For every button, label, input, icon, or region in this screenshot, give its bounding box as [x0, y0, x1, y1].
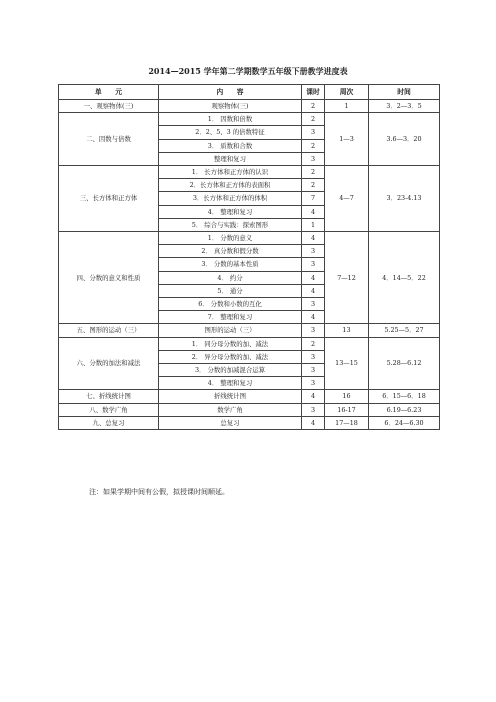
lesson-content-cell: 1． 因数和倍数 — [159, 113, 302, 126]
table-row — [59, 166, 440, 179]
table-row — [59, 390, 440, 403]
header-unit: 单 元 — [59, 85, 159, 100]
weeks-cell: 4—7 — [325, 166, 369, 232]
lesson-hours-cell: 3 — [302, 258, 325, 271]
table-row — [59, 113, 440, 126]
weeks-cell: 7—12 — [325, 232, 369, 324]
table-row — [59, 337, 440, 350]
lesson-hours-cell: 4 — [302, 311, 325, 324]
footnote: 注：如果学期中间有公假，拟授课时间顺延。 — [89, 488, 229, 496]
schedule-title: 2014—2015 学年第二学期数学五年级下册教学进度表 — [148, 66, 348, 76]
header-time: 时间 — [369, 85, 440, 100]
unit-cell: 二、因数与倍数 — [59, 113, 159, 166]
lesson-hours-cell: 7 — [302, 192, 325, 205]
lesson-hours-cell: 2 — [302, 139, 325, 152]
teaching-schedule-table — [58, 84, 440, 430]
unit-cell: 八、数学广角 — [59, 403, 159, 416]
time-cell: 3．23-4.13 — [369, 166, 440, 232]
lesson-content-cell: 2．长方体和正方体的表面积 — [159, 179, 302, 192]
lesson-hours-cell: 2 — [302, 100, 325, 113]
lesson-hours-cell: 3 — [302, 324, 325, 337]
lesson-hours-cell: 3 — [302, 364, 325, 377]
weeks-cell: 16 — [325, 390, 369, 403]
time-cell: 3.6—3．20 — [369, 113, 440, 166]
lesson-hours-cell: 3 — [302, 350, 325, 363]
table-row — [59, 416, 440, 429]
lesson-hours-cell: 3 — [302, 245, 325, 258]
time-cell: 6．24—6.30 — [369, 416, 440, 429]
lesson-hours-cell: 3 — [302, 298, 325, 311]
lesson-content-cell: 2． 真分数和假分数 — [159, 245, 302, 258]
unit-cell: 三、长方体和正方体 — [59, 166, 159, 232]
lesson-content-cell: 3． 分数的基本性质 — [159, 258, 302, 271]
unit-cell: 五、图形的运动（三） — [59, 324, 159, 337]
time-cell: 6．15—6．18 — [369, 390, 440, 403]
lesson-content-cell: 4． 约分 — [159, 271, 302, 284]
lesson-hours-cell: 4 — [302, 271, 325, 284]
lesson-content-cell: 数学广角 — [159, 403, 302, 416]
time-cell: 3．2—3．5 — [369, 100, 440, 113]
lesson-content-cell: 观察物体(三) — [159, 100, 302, 113]
table-row — [59, 324, 440, 337]
table-header-row — [59, 85, 440, 100]
lesson-content-cell: 1． 长方体和正方体的认识 — [159, 166, 302, 179]
lesson-hours-cell: 2 — [302, 166, 325, 179]
time-cell: 5.28—6.12 — [369, 337, 440, 390]
lesson-content-cell: 1． 分数的意义 — [159, 232, 302, 245]
lesson-content-cell: 3． 质数和合数 — [159, 139, 302, 152]
lesson-content-cell: 图形的运动（三） — [159, 324, 302, 337]
table-body — [59, 100, 440, 430]
lesson-content-cell: 4． 整理和复习 — [159, 377, 302, 390]
lesson-hours-cell: 4 — [302, 232, 325, 245]
lesson-content-cell: 3．长方体和正方体的体积 — [159, 192, 302, 205]
lesson-hours-cell: 3 — [302, 152, 325, 165]
lesson-hours-cell: 3 — [302, 126, 325, 139]
lesson-hours-cell: 1 — [302, 218, 325, 231]
weeks-cell: 17—18 — [325, 416, 369, 429]
lesson-content-cell: 4． 整理和复习 — [159, 205, 302, 218]
weeks-cell: 13—15 — [325, 337, 369, 390]
weeks-cell: 16-17 — [325, 403, 369, 416]
lesson-content-cell: 3． 分数的加减混合运算 — [159, 364, 302, 377]
unit-cell: 九、总复习 — [59, 416, 159, 429]
weeks-cell: 1 — [325, 100, 369, 113]
header-hours: 课时 — [302, 85, 325, 100]
lesson-hours-cell: 3 — [302, 377, 325, 390]
lesson-hours-cell: 2 — [302, 113, 325, 126]
time-cell: 4．14—5．22 — [369, 232, 440, 324]
weeks-cell: 1—3 — [325, 113, 369, 166]
lesson-hours-cell: 3 — [302, 403, 325, 416]
lesson-content-cell: 5． 综合与实践：探索图形 — [159, 218, 302, 231]
unit-cell: 一、观察物体(三) — [59, 100, 159, 113]
lesson-content-cell: 2． 异分母分数的加、减法 — [159, 350, 302, 363]
lesson-content-cell: 5． 通分 — [159, 284, 302, 297]
unit-cell: 七、折线统计图 — [59, 390, 159, 403]
header-content: 内 容 — [159, 85, 302, 100]
lesson-hours-cell: 4 — [302, 416, 325, 429]
weeks-cell: 13 — [325, 324, 369, 337]
lesson-content-cell: 2．2、5、3 的倍数特征 — [159, 126, 302, 139]
table-row — [59, 403, 440, 416]
lesson-content-cell: 总复习 — [159, 416, 302, 429]
table-row — [59, 232, 440, 245]
lesson-content-cell: 整理和复习 — [159, 152, 302, 165]
lesson-hours-cell: 4 — [302, 205, 325, 218]
lesson-content-cell: 6． 分数和小数的互化 — [159, 298, 302, 311]
lesson-hours-cell: 2 — [302, 179, 325, 192]
header-weeks: 周次 — [325, 85, 369, 100]
lesson-hours-cell: 4 — [302, 390, 325, 403]
time-cell: 6.19—6.23 — [369, 403, 440, 416]
lesson-content-cell: 7． 整理和复习 — [159, 311, 302, 324]
time-cell: 5.25—5．27 — [369, 324, 440, 337]
unit-cell: 六、分数的加法和减法 — [59, 337, 159, 390]
table-row — [59, 100, 440, 113]
lesson-content-cell: 1． 同分母分数的加、减法 — [159, 337, 302, 350]
lesson-hours-cell: 2 — [302, 337, 325, 350]
unit-cell: 四、分数的意义和性质 — [59, 232, 159, 324]
lesson-hours-cell: 4 — [302, 284, 325, 297]
lesson-content-cell: 折线统计图 — [159, 390, 302, 403]
